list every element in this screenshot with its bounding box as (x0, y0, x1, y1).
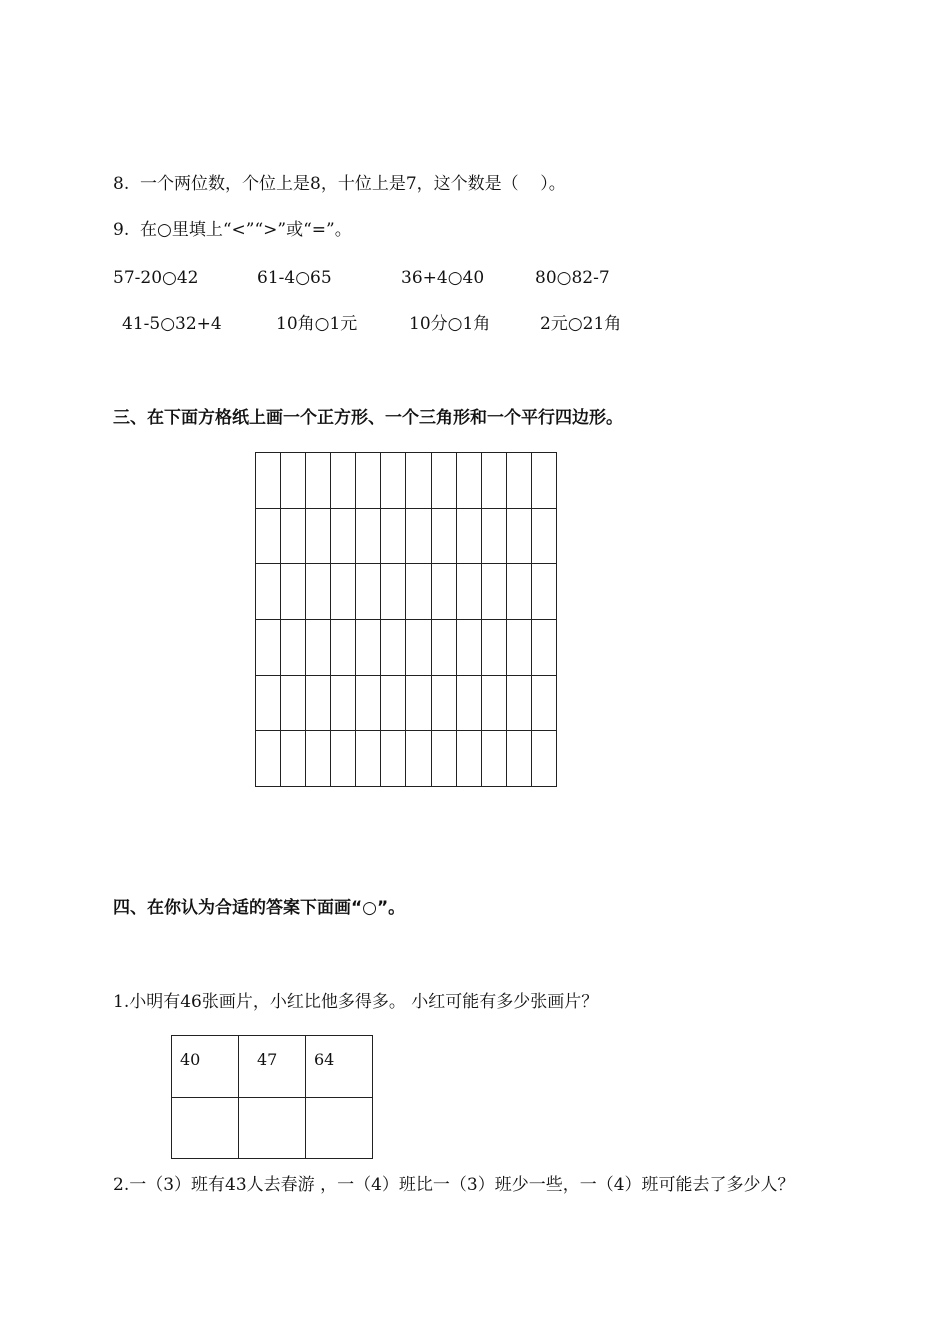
square-grid-paper[interactable] (255, 452, 557, 787)
compare-item: 80○82-7 (535, 268, 610, 288)
answer-table-q1 (171, 1035, 373, 1159)
answer-cell[interactable] (306, 1097, 373, 1159)
section-4-title: 四、在你认为合适的答案下面画“○”。 (113, 898, 406, 918)
option-40: 40 (172, 1036, 239, 1098)
s4-question-1: 1.小明有46张画片，小红比他多得多。 小红可能有多少张画片？ (113, 992, 599, 1012)
compare-item: 2元○21角 (540, 314, 622, 334)
compare-item: 57-20○42 (113, 268, 199, 288)
compare-item: 10分○1角 (409, 314, 491, 334)
section-3-title: 三、在下面方格纸上画一个正方形、一个三角形和一个平行四边形。 (113, 408, 623, 428)
compare-item: 61-4○65 (257, 268, 332, 288)
s4-question-2: 2.一（3）班有43人去春游 ，一（4）班比一（3）班少一些，一（4）班可能去了多少人？ (113, 1175, 795, 1195)
compare-item: 10角○1元 (276, 314, 358, 334)
compare-item: 36+4○40 (401, 268, 485, 288)
answer-cell[interactable] (172, 1097, 239, 1159)
answer-cell[interactable] (239, 1097, 306, 1159)
option-64: 64 (306, 1036, 373, 1098)
question-9: 9. 在○里填上“<”“>”或“=”。 (113, 220, 352, 240)
option-47: 47 (239, 1036, 306, 1098)
compare-item: 41-5○32+4 (122, 314, 222, 334)
question-8: 8. 一个两位数，个位上是8，十位上是7，这个数是（ ）。 (113, 174, 566, 194)
